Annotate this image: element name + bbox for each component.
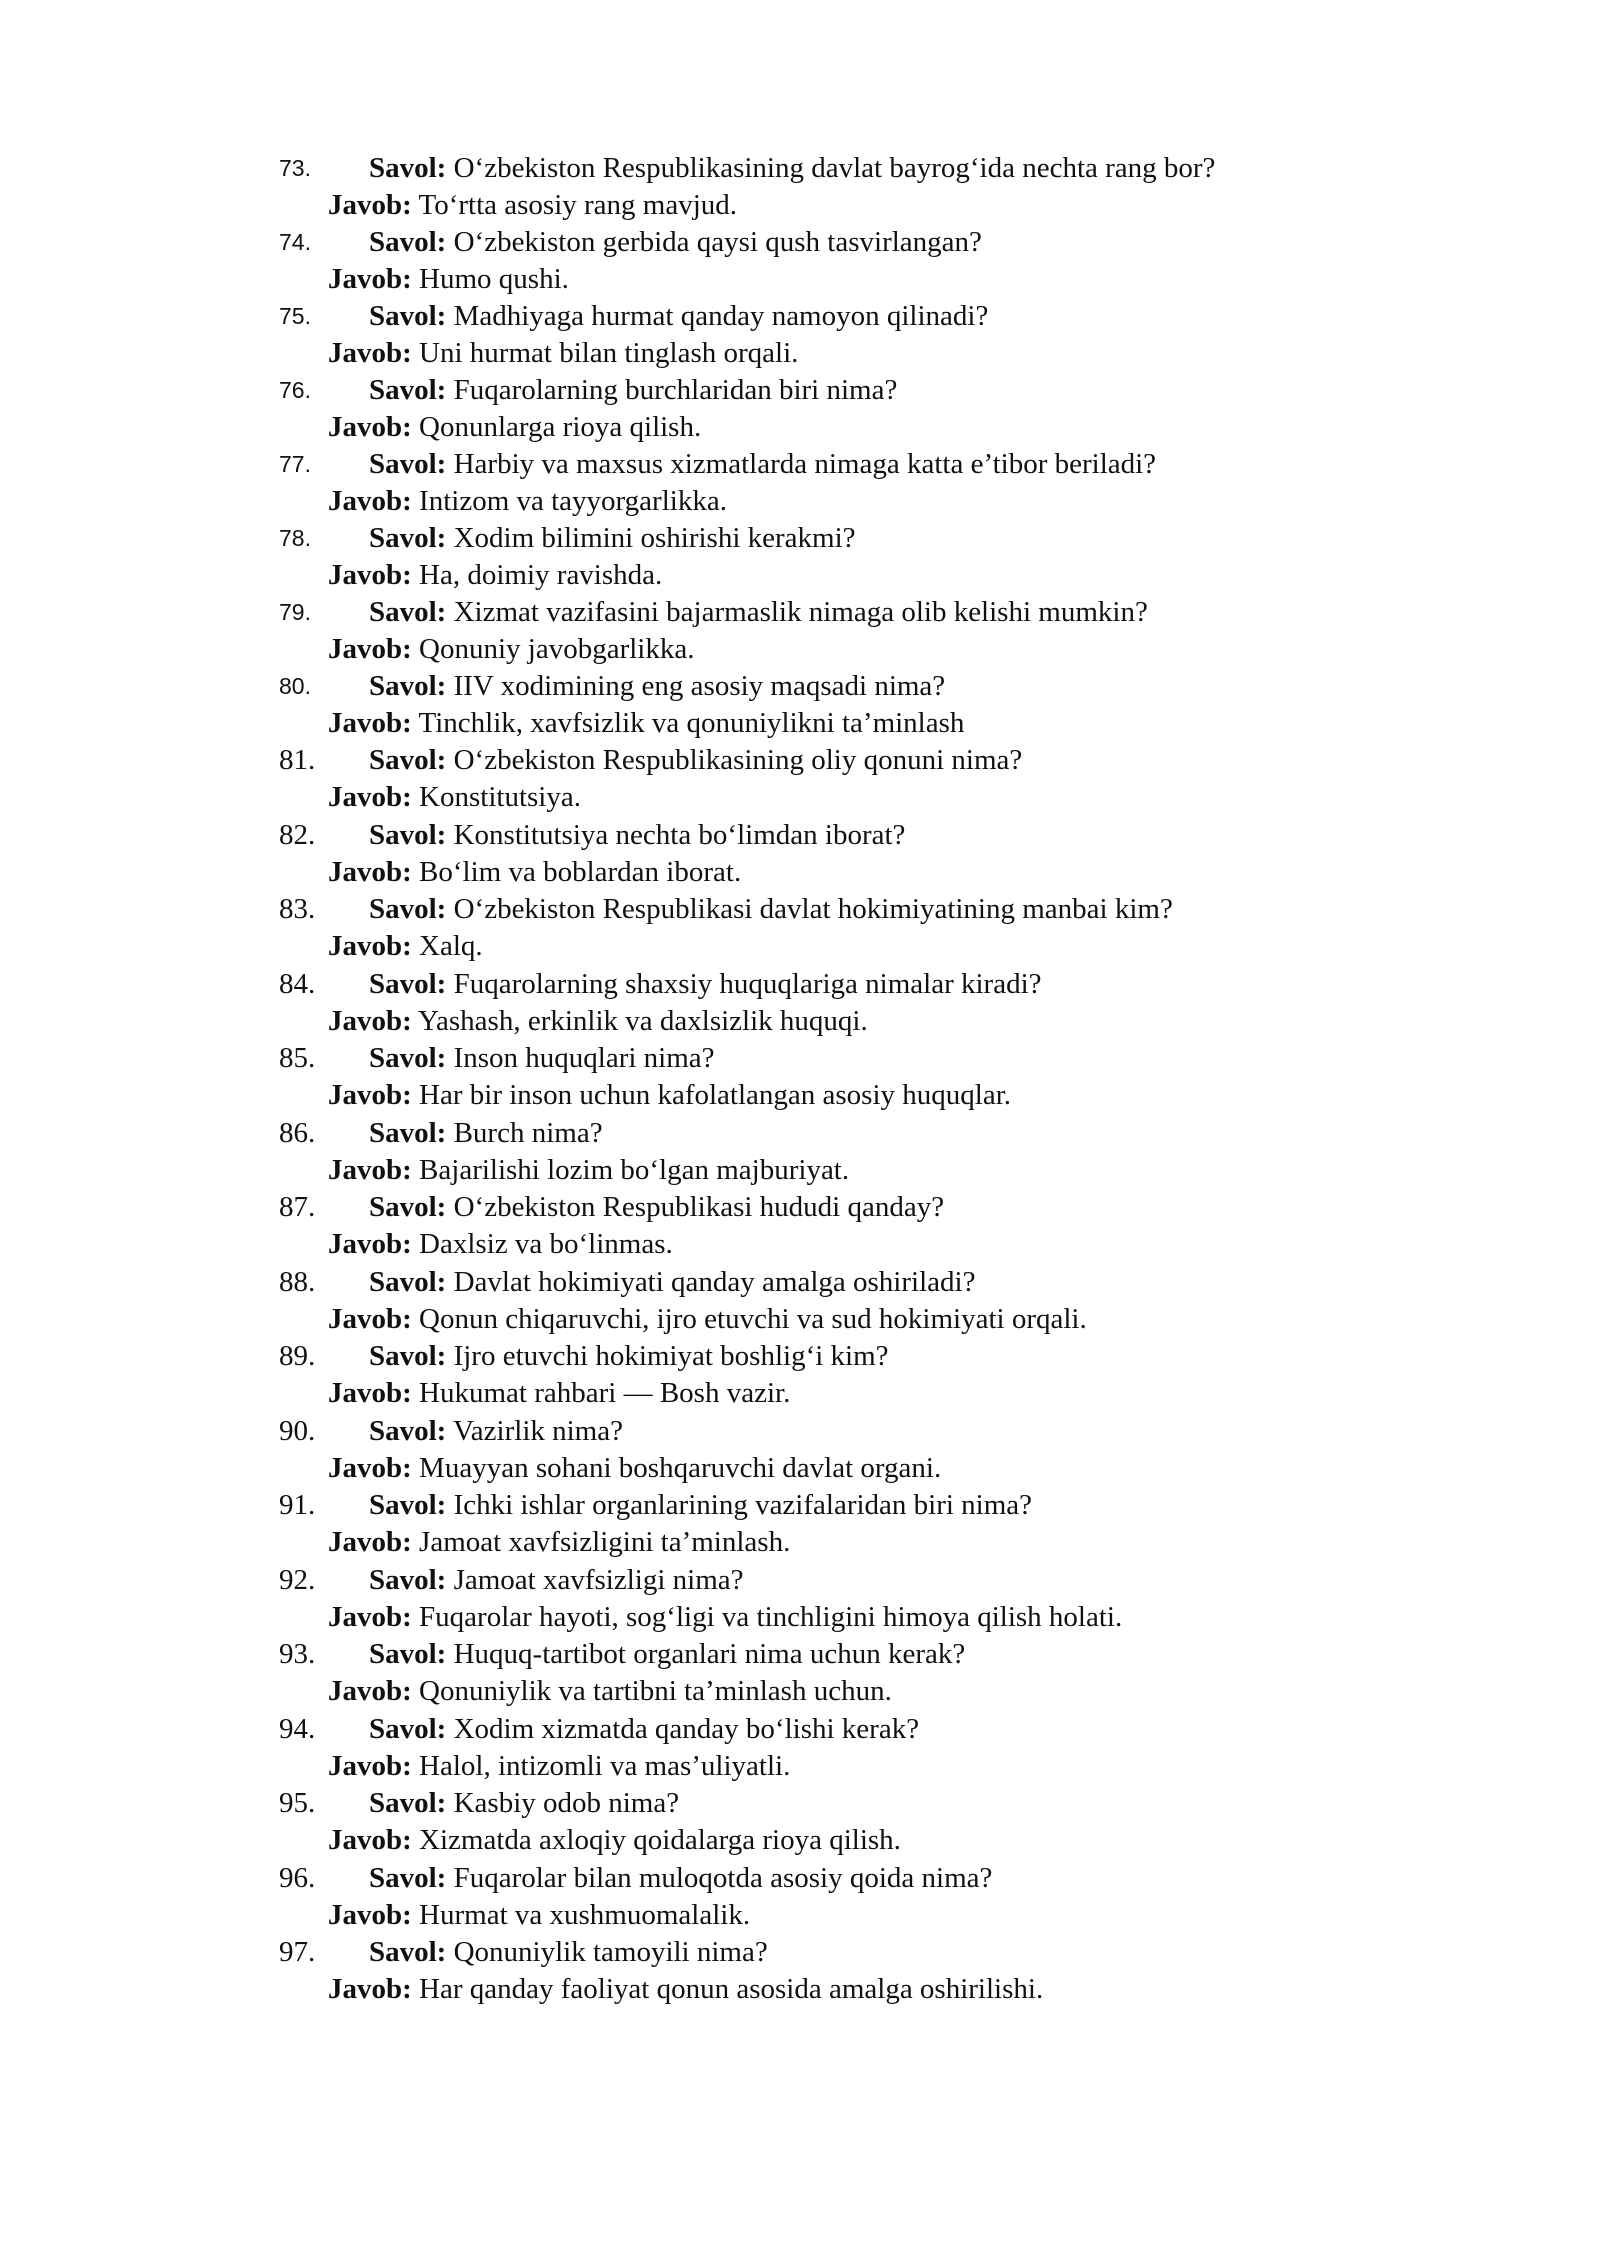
savol-label: Savol:	[369, 1861, 447, 1894]
question-body	[369, 520, 856, 557]
javob-label: Javob:	[328, 1153, 412, 1186]
question-line	[279, 446, 1359, 483]
question-text: Davlat hokimiyati qanday amalga oshiriladi?	[453, 1265, 976, 1298]
answer-text: Xizmatda axloqiy qoidalarga rioya qilish.	[419, 1824, 901, 1857]
item-number: 93.	[279, 1638, 316, 1670]
question-line	[279, 966, 1359, 1003]
question-body	[369, 1860, 992, 1897]
qa-item	[279, 1636, 1359, 1711]
item-number: 92.	[279, 1563, 316, 1596]
question-body	[369, 1264, 975, 1301]
answer-text: Hukumat rahbari — Bosh vazir.	[419, 1377, 791, 1410]
answer-body	[328, 705, 964, 742]
answer-text: Muayyan sohani boshqaruvchi davlat organi.	[419, 1451, 942, 1484]
question-body	[369, 1487, 1032, 1524]
javob-label: Javob:	[328, 930, 412, 963]
answer-line	[279, 483, 1359, 520]
answer-body	[328, 928, 483, 965]
javob-label: Javob:	[328, 1302, 412, 1335]
answer-line	[279, 854, 1359, 891]
answer-body	[328, 854, 741, 891]
question-body	[369, 1785, 679, 1822]
question-text: IIV xodimining eng asosiy maqsadi nima?	[453, 670, 946, 702]
answer-text: Yashash, erkinlik va daxlsizlik huquqi.	[417, 1004, 868, 1037]
qa-item	[279, 1487, 1359, 1562]
answer-line	[279, 1375, 1359, 1412]
savol-label: Savol:	[369, 1265, 447, 1298]
answer-text: Xalq.	[419, 930, 483, 963]
item-number: 91.	[279, 1489, 316, 1521]
answer-line	[279, 261, 1359, 298]
qa-item	[279, 1711, 1359, 1786]
question-text: Xizmat vazifasini bajarmaslik nimaga olib kelishi mumkin?	[453, 596, 1148, 628]
savol-label: Savol:	[369, 818, 447, 851]
qa-item	[279, 1338, 1359, 1413]
answer-text: Humo qushi.	[419, 263, 569, 295]
qa-item	[279, 1040, 1359, 1115]
item-number: 90.	[279, 1414, 316, 1447]
answer-body	[328, 779, 581, 816]
javob-label: Javob:	[328, 781, 412, 814]
answer-line	[279, 409, 1359, 446]
answer-line	[279, 187, 1359, 224]
question-body	[369, 817, 905, 854]
question-line	[279, 372, 1359, 409]
qa-item	[279, 1860, 1359, 1935]
javob-label: Javob:	[328, 485, 412, 517]
qa-item	[279, 520, 1359, 594]
answer-line	[279, 557, 1359, 594]
answer-line	[279, 335, 1359, 372]
answer-text: Daxlsiz va bo‘linmas.	[419, 1228, 673, 1261]
answer-body	[328, 1301, 1087, 1338]
javob-label: Javob:	[328, 1079, 412, 1112]
answer-body	[328, 187, 737, 224]
qa-item	[279, 1562, 1359, 1637]
question-text: O‘zbekiston gerbida qaysi qush tasvirlangan?	[453, 226, 982, 258]
question-line	[279, 1636, 1359, 1673]
answer-text: Halol, intizomli va mas’uliyatli.	[419, 1749, 791, 1782]
question-text: Ijro etuvchi hokimiyat boshlig‘i kim?	[453, 1340, 889, 1372]
javob-label: Javob:	[328, 1004, 412, 1037]
qa-list	[279, 150, 1359, 2009]
answer-text: Har qanday faoliyat qonun asosida amalga oshirilishi.	[419, 1973, 1044, 2006]
javob-label: Javob:	[328, 1898, 412, 1931]
savol-label: Savol:	[369, 967, 447, 1000]
question-text: Fuqarolarning burchlaridan biri nima?	[453, 374, 898, 406]
javob-label: Javob:	[328, 411, 412, 443]
question-body	[369, 742, 1022, 779]
answer-text: Fuqarolar hayoti, sog‘ligi va tinchligini himoya qilish holati.	[419, 1600, 1123, 1633]
question-line	[279, 150, 1359, 187]
item-number: 86.	[279, 1116, 316, 1149]
answer-text: Jamoat xavfsizligini ta’minlash.	[419, 1526, 791, 1559]
qa-item	[279, 891, 1359, 966]
answer-body	[328, 1748, 790, 1785]
qa-item	[279, 1934, 1359, 2009]
answer-body	[328, 1152, 849, 1189]
savol-label: Savol:	[369, 1787, 447, 1819]
answer-line	[279, 1301, 1359, 1338]
javob-label: Javob:	[328, 1824, 412, 1857]
question-body	[369, 1413, 623, 1450]
answer-body	[328, 631, 695, 668]
answer-body	[328, 335, 798, 372]
qa-item	[279, 224, 1359, 298]
question-line	[279, 1040, 1359, 1077]
qa-item	[279, 668, 1359, 742]
question-body	[369, 594, 1148, 631]
question-line	[279, 1860, 1359, 1897]
answer-text: Har bir inson uchun kafolatlangan asosiy huquqlar.	[419, 1079, 1011, 1112]
item-number: 84.	[279, 967, 316, 1000]
question-body	[369, 668, 945, 705]
answer-body	[328, 1897, 750, 1934]
savol-label: Savol:	[369, 670, 447, 702]
question-line	[279, 1413, 1359, 1450]
savol-label: Savol:	[369, 1712, 447, 1745]
javob-label: Javob:	[328, 1451, 412, 1484]
javob-label: Javob:	[328, 633, 412, 665]
answer-line	[279, 1226, 1359, 1263]
item-number: 78.	[279, 525, 311, 551]
answer-body	[328, 1971, 1043, 2008]
question-line	[279, 1785, 1359, 1822]
answer-text: Qonuniy javobgarlikka.	[419, 633, 695, 665]
question-body	[369, 1562, 744, 1599]
javob-label: Javob:	[328, 559, 412, 591]
question-text: Jamoat xavfsizligi nima?	[453, 1563, 744, 1596]
javob-label: Javob:	[328, 1526, 412, 1559]
answer-line	[279, 1673, 1359, 1710]
savol-label: Savol:	[369, 448, 447, 480]
question-line	[279, 594, 1359, 631]
question-text: Ichki ishlar organlarining vazifalaridan biri nima?	[453, 1489, 1033, 1521]
question-body	[369, 1711, 919, 1748]
question-text: Burch nima?	[453, 1116, 603, 1149]
savol-label: Savol:	[369, 1563, 447, 1596]
item-number: 75.	[279, 303, 311, 329]
question-text: Qonuniylik tamoyili nima?	[453, 1936, 768, 1968]
savol-label: Savol:	[369, 596, 447, 628]
qa-item	[279, 1189, 1359, 1264]
javob-label: Javob:	[328, 189, 412, 221]
savol-label: Savol:	[369, 1340, 447, 1372]
question-line	[279, 1562, 1359, 1599]
item-number: 95.	[279, 1787, 316, 1819]
savol-label: Savol:	[369, 744, 447, 776]
question-body	[369, 966, 1042, 1003]
question-line	[279, 1338, 1359, 1375]
question-line	[279, 742, 1359, 779]
javob-label: Javob:	[328, 1228, 412, 1261]
answer-text: Tinchlik, xavfsizlik va qonuniylikni ta’minlash	[418, 707, 965, 739]
javob-label: Javob:	[328, 1377, 412, 1410]
qa-item	[279, 1413, 1359, 1488]
question-body	[369, 298, 988, 335]
question-line	[279, 817, 1359, 854]
item-number: 85.	[279, 1042, 316, 1074]
answer-line	[279, 1077, 1359, 1114]
answer-line	[279, 1599, 1359, 1636]
question-text: Fuqarolar bilan muloqotda asosiy qoida nima?	[453, 1861, 993, 1894]
savol-label: Savol:	[369, 152, 447, 184]
item-number: 97.	[279, 1936, 316, 1968]
question-body	[369, 224, 982, 261]
answer-text: Intizom va tayyorgarlikka.	[419, 485, 727, 517]
question-text: Vazirlik nima?	[453, 1414, 623, 1447]
item-number: 89.	[279, 1340, 316, 1372]
question-line	[279, 224, 1359, 261]
item-number: 94.	[279, 1712, 316, 1745]
answer-body	[328, 1822, 901, 1859]
question-text: Madhiyaga hurmat qanday namoyon qilinadi?	[453, 300, 989, 332]
item-number: 82.	[279, 818, 316, 851]
answer-line	[279, 779, 1359, 816]
javob-label: Javob:	[328, 707, 412, 739]
answer-text: To‘rtta asosiy rang mavjud.	[418, 189, 738, 221]
question-body	[369, 446, 1156, 483]
answer-body	[328, 1524, 790, 1561]
savol-label: Savol:	[369, 1191, 447, 1223]
answer-text: Bajarilishi lozim bo‘lgan majburiyat.	[419, 1153, 850, 1186]
answer-line	[279, 928, 1359, 965]
answer-line	[279, 1748, 1359, 1785]
question-line	[279, 668, 1359, 705]
qa-item	[279, 966, 1359, 1041]
qa-item	[279, 594, 1359, 668]
item-number: 80.	[279, 673, 311, 699]
question-text: O‘zbekiston Respublikasi hududi qanday?	[453, 1191, 945, 1223]
question-line	[279, 1115, 1359, 1152]
item-number: 96.	[279, 1861, 316, 1894]
question-line	[279, 1189, 1359, 1226]
question-text: O‘zbekiston Respublikasining davlat bayrog‘ida nechta rang bor?	[453, 152, 1216, 184]
question-body	[369, 1040, 715, 1077]
question-text: Fuqarolarning shaxsiy huquqlariga nimalar kiradi?	[453, 967, 1042, 1000]
answer-line	[279, 1897, 1359, 1934]
savol-label: Savol:	[369, 300, 447, 332]
answer-text: Qonuniylik va tartibni ta’minlash uchun.	[419, 1675, 892, 1708]
answer-text: Konstitutsiya.	[419, 781, 581, 814]
answer-line	[279, 1003, 1359, 1040]
javob-label: Javob:	[328, 1675, 412, 1708]
answer-line	[279, 1971, 1359, 2008]
answer-body	[328, 1599, 1122, 1636]
savol-label: Savol:	[369, 226, 447, 258]
question-text: Xodim xizmatda qanday bo‘lishi kerak?	[453, 1712, 920, 1745]
answer-text: Ha, doimiy ravishda.	[419, 559, 663, 591]
item-number: 73.	[279, 155, 311, 181]
answer-line	[279, 1524, 1359, 1561]
question-body	[369, 150, 1215, 187]
savol-label: Savol:	[369, 1042, 447, 1074]
question-body	[369, 1636, 965, 1673]
item-number: 81.	[279, 744, 316, 776]
javob-label: Javob:	[328, 1973, 412, 2006]
item-number: 74.	[279, 229, 311, 255]
javob-label: Javob:	[328, 263, 412, 295]
qa-item	[279, 1115, 1359, 1190]
savol-label: Savol:	[369, 374, 447, 406]
question-line	[279, 1934, 1359, 1971]
savol-label: Savol:	[369, 1936, 447, 1968]
answer-line	[279, 1822, 1359, 1859]
qa-item	[279, 1264, 1359, 1339]
answer-body	[328, 557, 662, 594]
savol-label: Savol:	[369, 1638, 447, 1670]
answer-body	[328, 483, 727, 520]
question-text: Kasbiy odob nima?	[453, 1787, 680, 1819]
item-number: 79.	[279, 599, 311, 625]
question-body	[369, 1115, 603, 1152]
question-text: Harbiy va maxsus xizmatlarda nimaga katta e’tibor beriladi?	[453, 448, 1157, 480]
qa-item	[279, 742, 1359, 817]
question-line	[279, 298, 1359, 335]
qa-item	[279, 372, 1359, 446]
answer-line	[279, 705, 1359, 742]
question-body	[369, 1934, 768, 1971]
question-body	[369, 1189, 944, 1226]
item-number: 77.	[279, 451, 311, 477]
qa-item	[279, 150, 1359, 224]
qa-item	[279, 1785, 1359, 1860]
item-number: 87.	[279, 1191, 316, 1223]
answer-body	[328, 1226, 673, 1263]
question-line	[279, 1711, 1359, 1748]
answer-body	[328, 1450, 941, 1487]
question-text: Xodim bilimini oshirishi kerakmi?	[453, 522, 856, 554]
qa-item	[279, 298, 1359, 372]
question-body	[369, 891, 1173, 928]
answer-body	[328, 1375, 790, 1412]
javob-label: Javob:	[328, 855, 412, 888]
answer-body	[328, 1003, 868, 1040]
item-number: 76.	[279, 377, 311, 403]
javob-label: Javob:	[328, 1600, 412, 1633]
savol-label: Savol:	[369, 522, 447, 554]
question-line	[279, 1264, 1359, 1301]
savol-label: Savol:	[369, 1116, 447, 1149]
answer-text: Qonun chiqaruvchi, ijro etuvchi va sud hokimiyati orqali.	[419, 1302, 1087, 1335]
item-number: 83.	[279, 893, 316, 925]
question-text: Konstitutsiya nechta bo‘limdan iborat?	[453, 818, 906, 851]
savol-label: Savol:	[369, 1489, 447, 1521]
answer-text: Uni hurmat bilan tinglash orqali.	[419, 337, 799, 369]
savol-label: Savol:	[369, 1414, 447, 1447]
answer-body	[328, 1673, 892, 1710]
javob-label: Javob:	[328, 1749, 412, 1782]
answer-body	[328, 409, 701, 446]
question-body	[369, 372, 897, 409]
answer-line	[279, 631, 1359, 668]
answer-line	[279, 1450, 1359, 1487]
qa-item	[279, 817, 1359, 892]
qa-item	[279, 446, 1359, 520]
question-text: O‘zbekiston Respublikasi davlat hokimiyatining manbai kim?	[453, 893, 1173, 925]
answer-text: Qonunlarga rioya qilish.	[419, 411, 702, 443]
javob-label: Javob:	[328, 337, 412, 369]
question-body	[369, 1338, 889, 1375]
question-line	[279, 520, 1359, 557]
answer-text: Bo‘lim va boblardan iborat.	[419, 855, 742, 888]
question-line	[279, 1487, 1359, 1524]
answer-text: Hurmat va xushmuomalalik.	[419, 1898, 751, 1931]
question-text: Huquq-tartibot organlari nima uchun kerak?	[453, 1638, 966, 1670]
question-text: O‘zbekiston Respublikasining oliy qonuni nima?	[453, 744, 1023, 776]
answer-body	[328, 261, 569, 298]
item-number: 88.	[279, 1265, 316, 1298]
question-line	[279, 891, 1359, 928]
answer-body	[328, 1077, 1011, 1114]
question-text: Inson huquqlari nima?	[453, 1042, 715, 1074]
answer-line	[279, 1152, 1359, 1189]
savol-label: Savol:	[369, 893, 447, 925]
